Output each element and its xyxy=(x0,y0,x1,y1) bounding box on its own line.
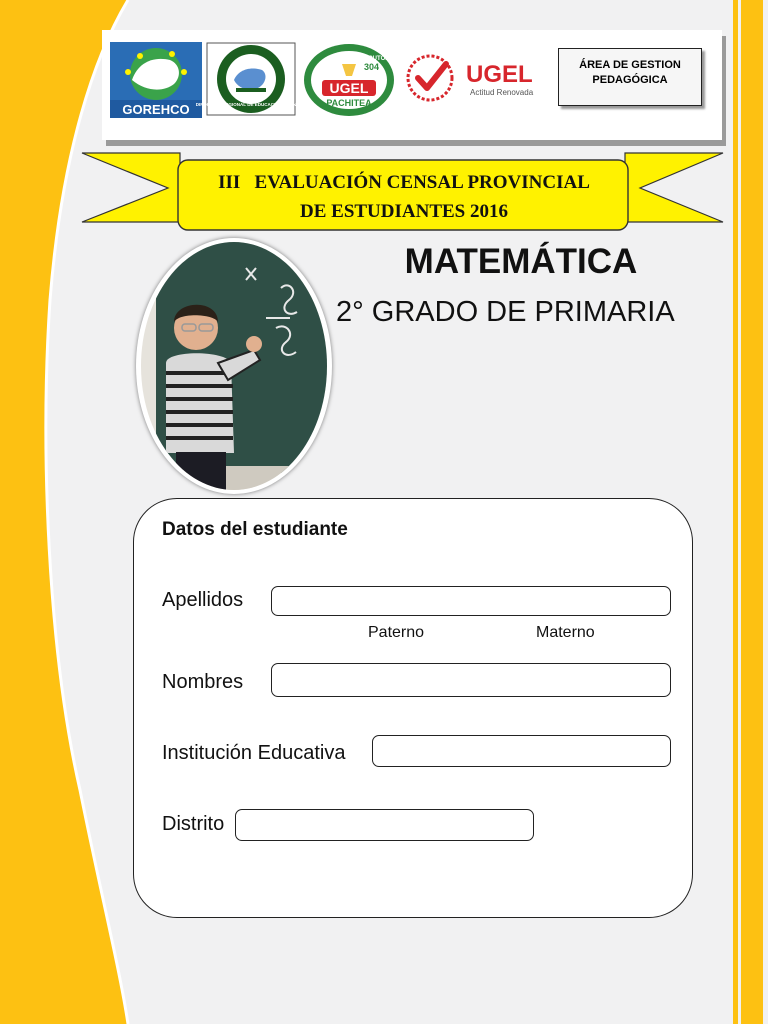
institucion-field[interactable] xyxy=(372,735,671,767)
ugel-pachitea-bottom-text: PACHITEA xyxy=(326,98,372,108)
page-title: MATEMÁTICA xyxy=(404,242,638,281)
student-data-panel xyxy=(133,498,693,918)
apellidos-label: Apellidos xyxy=(162,589,244,611)
paterno-label: Paterno xyxy=(368,624,425,641)
student-data-heading: Datos del estudiante xyxy=(162,519,348,540)
institucion-label: Institución Educativa xyxy=(162,742,346,764)
banner-title xyxy=(178,168,630,226)
header-logos-card xyxy=(102,30,722,140)
student-at-blackboard-image xyxy=(136,238,332,494)
gorehco-logo-text: GOREHCO xyxy=(122,102,190,117)
ugel-pachitea-main-text: UGEL xyxy=(329,80,369,96)
ugel-pachitea-top-text: UNIDAD EJECUTORA xyxy=(332,56,394,62)
banner-line1: III EVALUACIÓN CENSAL PROVINCIAL xyxy=(218,172,590,193)
student-photo xyxy=(136,238,332,494)
area-gestion-line1: ÁREA DE GESTION xyxy=(579,59,681,71)
dre-huanuco-logo-text: DIRECCIÓN REGIONAL DE EDUCACIÓN HUÁNUCO xyxy=(195,102,307,107)
dre-huanuco-logo xyxy=(195,42,307,116)
ugel-pachitea-number: 304 xyxy=(364,62,380,72)
banner-line2: DE ESTUDIANTES 2016 xyxy=(300,201,508,222)
nombres-field[interactable] xyxy=(271,663,671,697)
area-gestion-box xyxy=(558,48,702,106)
gorehco-logo xyxy=(110,42,202,118)
distrito-field[interactable] xyxy=(235,809,534,841)
nombres-label: Nombres xyxy=(162,671,244,693)
grade-subtitle: 2° GRADO DE PRIMARIA xyxy=(336,296,675,328)
materno-label: Materno xyxy=(536,624,595,641)
right-stripe-thin xyxy=(733,0,738,1024)
ugel-pachitea-logo xyxy=(302,42,396,118)
ugel-actitud-text: UGEL xyxy=(466,61,533,88)
right-stripe-thick xyxy=(741,0,763,1024)
distrito-label: Distrito xyxy=(162,813,225,835)
ugel-actitud-logo xyxy=(404,52,544,104)
ugel-actitud-tagline: Actitud Renovada xyxy=(470,88,534,97)
area-gestion-line2: PEDAGÓGICA xyxy=(592,74,668,86)
apellidos-field[interactable] xyxy=(271,586,671,616)
